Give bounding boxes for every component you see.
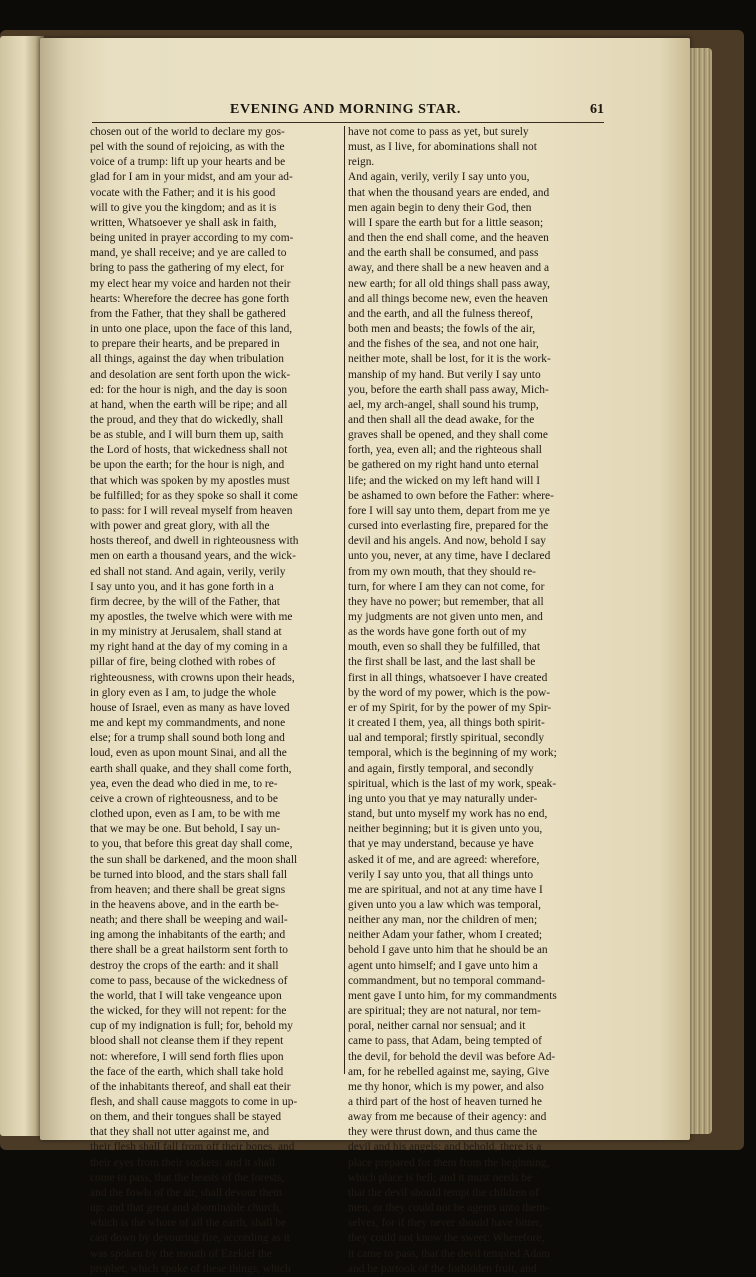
running-header [92,102,604,123]
text-column-right: have not come to pass as yet, but surely must, as I live, for abominations shall not reign. And again, verily, verily I say unto you, that when the thousand years are ended, and men again begin to deny their God, then will I spare the earth but for a little season; and then the end shall come, and the heaven and the earth shall be consumed, and pass away, and there shall be a new heaven and a new earth; for all old things shall pass away, and all things become new, even the heaven and the earth, and all the fulness thereof, both men and beasts; the fowls of the air, and the fishes of the sea, and not one hair, neither mote, shall be lost, for it is the work- manship of my hand. But verily I say unto you, before the earth shall pass away, Mich- ael, my arch-angel, shall sound his trump, and then shall all the dead awake, for the graves shall be opened, and they shall come forth, yea, even all; and the righteous shall be gathered on my right hand unto eternal life; and the wicked on my left hand will I be ashamed to own before the Father: where- fore I will say unto them, depart from me ye cursed into everlasting fire, prepared for the devil and his angels. And now, behold I say unto you, never, at any time, have I declared from my own mouth, that they should re- turn, for where I am they can not come, for they have no power; but remember, that all my judgments are not given unto men, and as the words have gone forth out of my mouth, even so shall they be fulfilled, that the first shall be last, and the last shall be first in all things, whatsoever I have created by the word of my power, which is the pow- er of my Spirit, for by the power of my Spir- it created I them, yea, all things both spirit- ual and temporal; firstly spiritual, secondly temporal, which is the beginning of my work; and again, firstly temporal, and secondly spiritual, which is the last of my work, speak- ing unto you that ye may naturally under- stand, but unto myself my work has no end, neither beginning; but it is given unto you, that ye may understand, because ye have asked it of me, and are agreed: wherefore, verily I say unto you, that all things unto me are spiritual, and not at any time have I given unto you a law which was temporal, neither any man, nor the children of men; neither Adam your father, whom I created; behold I gave unto him that he should be an agent unto himself; and I gave unto him a commandment, but no temporal command- ment gave I unto him, for my commandments are spiritual; they are not natural, nor tem- poral, neither carnal nor sensual; and it came to pass, that Adam, being tempted of the devil, for behold the devil was before Ad- am, for he rebelled against me, saying, Give me thy honor, which is my power, and also a third part of the host of heaven turned he away from me because of their agency: and they were thrust down, and thus came the devil and his angels; and behold, there is a place prepared for them from the beginning, which place is hell; and it must needs be that the devil should tempt the children of men, or they could not be agents unto them- selves, for if they never should have bitter, they could not know the sweet: Wherefore, it came to pass, that the devil tempted Adam and he partook of the forbidden fruit, and [348,126,557,1275]
column-divider [344,126,345,1074]
text-column-left: chosen out of the world to declare my gos- pel with the sound of rejoicing, as with the voice of a trump: lift up your hearts and be glad for I am in your midst, and am your ad- vocate with the Father; and it is his good will to give you the kingdom; and as it is written, Whatsoever ye shall ask in faith, being united in prayer according to my com- mand, ye shall receive; and ye are called to bring to pass the gathering of my elect, for my elect hear my voice and harden not their hearts: Wherefore the decree has gone forth from the Father, that they shall be gathered in unto one place, upon the face of this land, to prepare their hearts, and be prepared in all things, against the day when tribulation and desolation are sent forth upon the wick- ed: for the hour is nigh, and the day is soon at hand, when the earth will be ripe; and all the proud, and they that do wickedly, shall be as stuble, and I will burn them up, saith the Lord of hosts, that wickedness shall not be upon the earth; for the hour is nigh, and that which was spoken by my apostles must be fulfilled; for as they spoke so shall it come to pass: for I will reveal myself from heaven with power and great glory, with all the hosts thereof, and dwell in righteousness with men on earth a thousand years, and the wick- ed shall not stand. And again, verily, verily I say unto you, and it has gone forth in a firm decree, by the will of the Father, that my apostles, the twelve which were with me in my ministry at Jerusalem, shall stand at my right hand at the day of my coming in a pillar of fire, being clothed with robes of righteousness, with crowns upon their heads, in glory even as I am, to judge the whole house of Israel, even as many as have loved me and kept my commandments, and none else; for a trump shall sound both long and loud, even as upon mount Sinai, and all the earth shall quake, and they shall come forth, yea, even the dead who died in me, to re- ceive a crown of righteousness, and to be clothed upon, even as I am, to be with me that we may be one. But behold, I say un- to you, that before this great day shall come, the sun shall be darkened, and the moon shall be turned into blood, and the stars shall fall from heaven; and there shall be great signs in the heavens above, and in the earth be- neath; and there shall be weeping and wail- ing among the inhabitants of the earth; and there shall be a great hailstorm sent forth to destroy the crops of the earth: and it shall come to pass, because of the wickedness of the world, that I will take vengeance upon the wicked, for they will not repent: for the cup of my indignation is full; for, behold my blood shall not cleanse them if they repent not: wherefore, I will send forth flies upon the face of the earth, which shall take hold of the inhabitants thereof, and shall eat their flesh, and shall cause maggots to come in up- on them, and their tongues shall be stayed that they shall not utter against me, and their flesh shall fall from off their bones, and their eyes from their sockets: and it shall come to pass, that the beasts of the forests, and the fowls of the air, shall devour them up: and that great and abominable church, which is the whore of all the earth, shall be cast down by devouring fire, according as it was spoken by the mouth of Ezekiel the prophet, which spoke of these things, which [90,126,299,1275]
facing-page-edge [0,36,44,1136]
running-title: EVENING AND MORNING STAR. [230,102,461,117]
page-number: 61 [590,102,604,117]
